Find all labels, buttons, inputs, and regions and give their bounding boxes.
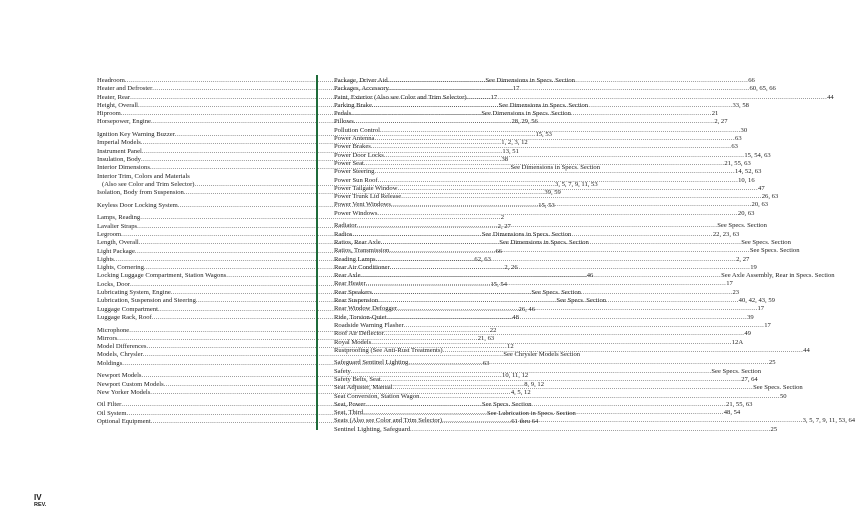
index-entry-term: Ride, Torsion-Quiet bbox=[334, 313, 387, 321]
index-entry-term: Heater and Defroster bbox=[97, 85, 153, 93]
index-entry-reference: See Dimensions in Specs. Section bbox=[481, 230, 572, 238]
index-entry-reference: 28, 29, 56 bbox=[511, 118, 538, 126]
index-entry-term: Headroom bbox=[97, 77, 125, 84]
dot-leader bbox=[391, 201, 752, 209]
index-entry-term: Lights bbox=[97, 255, 114, 263]
dot-leader bbox=[408, 359, 769, 367]
index-entry-term: Height, Overall bbox=[97, 101, 139, 109]
index-entry-reference: 2 bbox=[500, 214, 505, 222]
index-entry-reference: See Specs. Section bbox=[741, 238, 791, 246]
index-entry-term: Power Antenna bbox=[334, 135, 375, 143]
dot-leader bbox=[442, 417, 803, 425]
index-entry-term: Power Windows bbox=[334, 209, 378, 217]
index-entry-term: Heater, Rear bbox=[97, 93, 131, 101]
index-entry-reference: 15, 53 bbox=[535, 131, 552, 139]
index-entry-reference: 48, 54 bbox=[723, 409, 741, 417]
index-entry-reference: 17 bbox=[764, 321, 771, 329]
index-entry-term: Optional Equipment bbox=[97, 418, 151, 426]
index-entry-reference: 33, 58 bbox=[732, 101, 749, 109]
index-entry bbox=[334, 330, 751, 338]
index-entry-term: Luggage Compartment bbox=[97, 305, 158, 313]
index-entry-term: Package, Driver Aid bbox=[334, 77, 388, 84]
index-entry-term: Parking Brake bbox=[334, 101, 372, 109]
dot-leader bbox=[398, 185, 759, 193]
index-entry-reference: 10, 11, 12 bbox=[502, 372, 529, 380]
index-entry-reference: 66 bbox=[748, 77, 755, 84]
index-entry-term: Roof Air Deflector bbox=[334, 330, 384, 338]
index-entry-reference: 46 bbox=[586, 272, 594, 280]
index-entry-reference: 26, 46 bbox=[518, 305, 535, 313]
index-entry-reference: See Axle Assembly, Rear in Specs. Section bbox=[721, 272, 835, 280]
dot-leader bbox=[390, 264, 751, 272]
index-entry-reference: 19 bbox=[750, 263, 757, 271]
index-entry-term: Radiator bbox=[334, 222, 357, 230]
dot-leader bbox=[372, 289, 733, 297]
index-entry bbox=[97, 214, 505, 222]
index-entry-term: Pedals bbox=[334, 110, 352, 118]
index-entry bbox=[334, 409, 741, 417]
dot-leader bbox=[371, 143, 732, 151]
index-entry-reference: 47 bbox=[758, 184, 765, 192]
index-entry-reference: 40, 42, 43, 59 bbox=[738, 297, 775, 305]
index-entry-term: (Also see Color and Trim Selector) bbox=[102, 180, 195, 188]
index-entry-term: Newport Models bbox=[97, 372, 142, 380]
dot-leader bbox=[351, 368, 712, 376]
index-entry-reference: See Dimensions in Specs. Section bbox=[510, 164, 601, 172]
dot-leader bbox=[351, 110, 712, 118]
index-entry-reference: 21, 55, 63 bbox=[726, 400, 753, 408]
index-entry-reference: 63 bbox=[482, 359, 490, 367]
index-entry bbox=[334, 255, 750, 264]
index-entry-term: Pollution Control bbox=[334, 126, 380, 134]
index-entry-term: Oil Filter bbox=[97, 401, 122, 409]
index-entry-term: Safety Belts, Seat bbox=[334, 375, 381, 383]
index-entry bbox=[334, 77, 755, 85]
index-entry-term: Ignition Key Warning Buzzer bbox=[97, 131, 175, 139]
index-entry-term: Mirrors bbox=[97, 334, 118, 342]
index-entry-term: Moldings bbox=[97, 359, 123, 367]
index-entry-term: Packages, Accessory bbox=[334, 85, 389, 93]
index-entry bbox=[97, 351, 581, 359]
index-entry-term: Lubrication, Suspension and Steering bbox=[97, 297, 196, 305]
index-entry-term: Rear Axle bbox=[334, 272, 361, 280]
index-entry-term: Lights, Cornering bbox=[97, 264, 144, 272]
dot-leader bbox=[352, 231, 713, 239]
dot-leader bbox=[371, 339, 732, 347]
dot-leader bbox=[384, 330, 745, 338]
index-entry-reference: 21, 55, 63 bbox=[724, 159, 751, 167]
index-entry-term: New Yorker Models bbox=[97, 388, 151, 396]
index-entry-reference: 22, 23, 63 bbox=[712, 230, 740, 238]
index-entry-reference: 17 bbox=[512, 85, 520, 93]
index-entry-reference: 21 bbox=[711, 110, 719, 118]
index-entry bbox=[334, 93, 834, 102]
index-entry-reference: 26, 63 bbox=[761, 193, 779, 201]
index-entry-term: Newport Custom Models bbox=[97, 380, 164, 388]
index-entry-term: Power Sun Roof bbox=[334, 176, 378, 184]
index-entry bbox=[334, 222, 767, 230]
index-entry-reference: 2, 27 bbox=[497, 222, 511, 230]
index-entry-reference: 60, 65, 66 bbox=[749, 85, 776, 93]
dot-leader bbox=[378, 177, 739, 185]
index-entry-term: Power Brakes bbox=[334, 143, 371, 151]
index-entry-term: Roadside Warning Flasher bbox=[334, 321, 404, 329]
index-entry bbox=[334, 305, 765, 313]
index-entry-term: Lubricating System, Engine bbox=[97, 289, 171, 297]
dot-leader bbox=[389, 85, 750, 93]
index-entry bbox=[334, 118, 728, 126]
index-entry-reference: 63 bbox=[731, 143, 738, 151]
index-entry-reference: 61 thru 64 bbox=[511, 418, 539, 426]
index-entry bbox=[334, 321, 771, 330]
index-entry-term: Power Vent Windows bbox=[334, 201, 392, 209]
index-entry-term: Seat Conversion, Station Wagon bbox=[334, 392, 420, 400]
index-entry-term: Interior Trim, Colors and Materials bbox=[97, 172, 190, 180]
dot-leader bbox=[387, 314, 748, 322]
index-entry-term: Oil System bbox=[97, 409, 127, 417]
index-entry bbox=[334, 400, 753, 409]
page-number: IV bbox=[34, 493, 42, 502]
dot-leader bbox=[389, 247, 750, 255]
index-entry-reference: 21, 63 bbox=[477, 334, 495, 342]
index-entry-term: Royal Models bbox=[334, 338, 372, 346]
dot-leader bbox=[354, 118, 715, 126]
dot-leader bbox=[401, 193, 762, 201]
index-entry-reference: See Specs. Section bbox=[531, 289, 581, 297]
index-entry-reference: 23 bbox=[732, 288, 740, 296]
dot-leader bbox=[380, 127, 741, 135]
index-entry bbox=[334, 143, 738, 151]
index-entry-term: Rear Heater bbox=[334, 280, 366, 288]
index-entry-reference: See Dimensions in Specs. Section bbox=[499, 239, 589, 247]
index-entry-reference: 39, 59 bbox=[544, 189, 561, 197]
index-entry-term: Power Trunk Lid Release bbox=[334, 193, 402, 201]
index-entry bbox=[334, 110, 719, 118]
index-entry-reference: 2, 27 bbox=[714, 118, 728, 126]
index-entry-reference: 17 bbox=[490, 93, 498, 101]
index-entry-reference: 4, 5, 12 bbox=[510, 388, 531, 396]
index-entry-reference: 15, 54, 63 bbox=[744, 151, 771, 159]
index-entry-term: Seats (Also see Color and Trim Selector) bbox=[334, 417, 443, 425]
index-entry-reference: 2, 27 bbox=[736, 255, 750, 263]
index-entry-term: Ratios, Rear Axle bbox=[334, 238, 381, 246]
index-entry-term: Seat, Power bbox=[334, 400, 366, 408]
index-entry bbox=[334, 425, 778, 434]
index-entry-term: Insulation, Body bbox=[97, 155, 141, 163]
index-entry-term: Reading Lamps bbox=[334, 255, 376, 263]
index-entry-reference: 22 bbox=[489, 326, 497, 334]
index-entry-term: Power Tailgate Window bbox=[334, 184, 398, 192]
dot-leader bbox=[364, 160, 725, 168]
index-entry-reference: See Dimensions in Specs. Section bbox=[485, 77, 575, 84]
index-entry bbox=[334, 85, 776, 93]
index-entry bbox=[97, 173, 300, 181]
dot-leader bbox=[376, 256, 737, 264]
index-entry-term: Lavalier Straps bbox=[97, 222, 138, 230]
dot-leader bbox=[410, 426, 771, 434]
index-entry-term: Horsepower, Engine bbox=[97, 118, 151, 126]
index-entry-reference: 17 bbox=[757, 305, 765, 313]
dot-leader bbox=[377, 210, 738, 218]
index-entry-reference: 12 bbox=[507, 343, 514, 351]
column-divider-rule bbox=[316, 75, 318, 430]
dot-leader bbox=[388, 77, 749, 85]
index-entry-reference: 10, 16 bbox=[738, 176, 755, 184]
index-entry-reference: 12A bbox=[731, 338, 744, 346]
index-entry-term: Rear Suspension bbox=[334, 297, 379, 305]
index-entry-reference: 25 bbox=[768, 359, 776, 367]
index-entry-term: Safeguard Sentinel Lighting bbox=[334, 359, 409, 367]
dot-leader bbox=[397, 305, 758, 313]
index-entry-reference: 62, 63 bbox=[474, 255, 491, 263]
index-entry-reference: 15, 54 bbox=[490, 280, 507, 288]
index-entry-reference: See Dimensions in Specs. Section bbox=[498, 101, 589, 109]
dot-leader bbox=[404, 322, 765, 330]
index-entry-term: Ratios, Transmission bbox=[334, 247, 390, 255]
index-entry-reference: 20, 63 bbox=[737, 209, 755, 217]
index-entry-reference: 44 bbox=[827, 93, 834, 101]
index-entry-reference: See Chrysler Models Section bbox=[503, 351, 581, 359]
index-entry-term: Rear Speakers bbox=[334, 288, 372, 296]
dot-leader bbox=[366, 280, 727, 288]
index-entry-term: Models, Chrysler bbox=[97, 351, 143, 359]
index-entry-reference: 2, 26 bbox=[504, 264, 518, 272]
index-entry bbox=[334, 263, 757, 272]
index-entry-term: Rustproofing (See Anti-Rust Treatments) bbox=[334, 346, 443, 354]
dot-leader bbox=[378, 297, 739, 305]
index-entry bbox=[334, 209, 755, 218]
dot-leader bbox=[393, 384, 754, 392]
index-entry-term: Power Door Locks bbox=[334, 151, 384, 159]
index-entry-term: Radios bbox=[334, 230, 353, 238]
index-entry-reference: 8, 9, 12 bbox=[524, 380, 544, 388]
index-entry-term: Length, Overall bbox=[97, 239, 139, 247]
index-entry-term: Power Seat bbox=[334, 159, 364, 167]
dot-leader bbox=[357, 222, 718, 230]
index-entry-term: Luggage Rack, Roof bbox=[97, 313, 152, 321]
index-entry-reference: See Dimensions in Specs. Section bbox=[481, 110, 571, 118]
dot-leader bbox=[374, 135, 735, 143]
page-footer bbox=[34, 494, 46, 508]
index-entry-term: Legroom bbox=[97, 230, 122, 238]
index-entry-reference: 15, 53 bbox=[538, 201, 555, 209]
index-entry-term: Instrument Panel bbox=[97, 147, 142, 155]
index-entry-term: Rear Air Conditioner bbox=[334, 263, 390, 271]
index-entry bbox=[334, 367, 762, 376]
dot-leader bbox=[467, 94, 828, 102]
index-entry bbox=[334, 359, 776, 367]
index-entry-reference: 63 bbox=[735, 135, 742, 143]
index-entry-term: Locks, Door bbox=[97, 280, 130, 288]
index-entry-reference: 3, 5, 7, 9, 11, 53 bbox=[555, 180, 598, 188]
index-entry-term: Light Package bbox=[97, 247, 135, 255]
index-entry-reference: 66 bbox=[495, 247, 503, 255]
index-entry-reference: 27, 64 bbox=[741, 375, 758, 383]
dot-leader bbox=[381, 239, 742, 247]
index-entry-term: Model Differences bbox=[97, 343, 147, 351]
index-entry-reference: See Specs. Section bbox=[481, 401, 532, 409]
index-entry-term: Pillows bbox=[334, 118, 354, 126]
index-entry-reference: See Specs. Section bbox=[717, 222, 767, 230]
index-entry-reference: 39 bbox=[747, 313, 754, 321]
revision-label: REV. bbox=[34, 502, 47, 508]
index-entry-term: Rear Window Defogger bbox=[334, 305, 397, 313]
index-entry-term: Imperial Models bbox=[97, 139, 141, 147]
index-entry-term: Seat Adjuster, Manual bbox=[334, 384, 393, 392]
index-entry-term: Power Steering bbox=[334, 168, 375, 176]
index-entry-reference: 44 bbox=[803, 346, 810, 354]
index-entry-reference: 25 bbox=[770, 425, 778, 433]
index-entry bbox=[334, 247, 800, 255]
index-entry-reference: See Specs. Section bbox=[711, 367, 762, 375]
index-entry-term: Seat, Third bbox=[334, 409, 364, 417]
dot-leader bbox=[372, 102, 733, 110]
index-entry-reference: 3, 5, 7, 9, 11, 53, 64 bbox=[802, 417, 855, 425]
dot-leader bbox=[374, 168, 735, 176]
index-entry-term: Sentinel Lighting, Safeguard bbox=[334, 425, 410, 433]
index-entry-term: Hiproom bbox=[97, 110, 121, 118]
dot-leader bbox=[366, 401, 727, 409]
index-entry-reference: 17 bbox=[726, 280, 733, 288]
index-entry-reference: See Specs. Section bbox=[749, 247, 800, 255]
index-entry-term: Microphone bbox=[97, 326, 130, 334]
index-entry-term: Locking Luggage Compartment, Station Wagons bbox=[97, 272, 227, 280]
index-entry-reference: See Lubrication in Specs. Section bbox=[487, 409, 576, 417]
dot-leader bbox=[363, 409, 724, 417]
index-entry-reference: See Specs. Section bbox=[753, 384, 803, 392]
index-entry-term: Keyless Door Locking System bbox=[97, 201, 178, 209]
index-entry bbox=[334, 280, 733, 288]
index-entry-reference: 1, 2, 3, 12 bbox=[501, 139, 528, 147]
index-entry-reference: See Specs. Section bbox=[556, 297, 607, 305]
index-entry-reference: 13, 51 bbox=[502, 147, 519, 155]
index-entry bbox=[334, 417, 855, 425]
index-entry-reference: 50 bbox=[779, 392, 787, 400]
index-entry-reference: 38 bbox=[501, 155, 509, 163]
index-entry-term: Paint, Exterior (Also see Color and Trim Selector) bbox=[334, 93, 467, 101]
dot-leader bbox=[443, 347, 804, 355]
index-entry-term: Lamps, Reading bbox=[97, 214, 141, 222]
index-entry-reference: 20, 63 bbox=[751, 201, 769, 209]
index-entry-term: Safety bbox=[334, 367, 351, 375]
dot-leader bbox=[419, 393, 780, 401]
dot-leader bbox=[384, 152, 745, 160]
index-entry-reference: 48 bbox=[512, 313, 519, 321]
index-entry bbox=[334, 313, 754, 322]
index-entry-term: Interior Dimensions bbox=[97, 164, 150, 172]
index-entry-reference: 49 bbox=[744, 330, 751, 338]
index-entry-term: Isolation, Body from Suspension bbox=[97, 189, 184, 197]
index-entry-reference: 30 bbox=[740, 126, 748, 134]
dot-leader bbox=[381, 376, 742, 384]
dot-leader bbox=[361, 272, 722, 280]
index-entry-reference: 14, 52, 63 bbox=[735, 168, 762, 176]
